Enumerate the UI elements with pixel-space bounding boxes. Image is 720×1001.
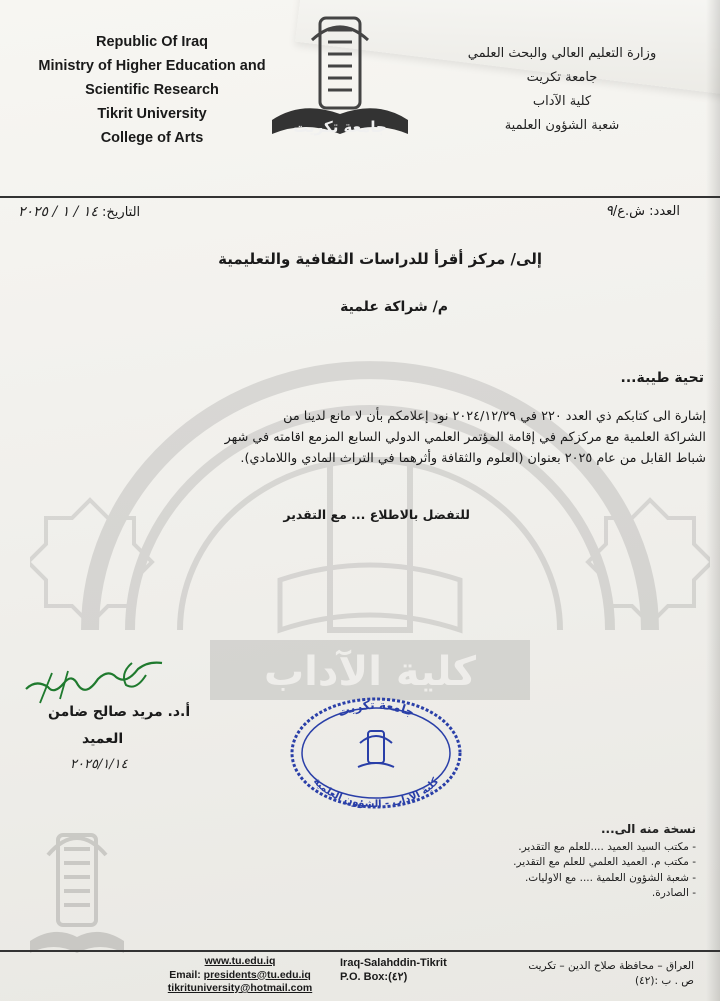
reference-number-value: ٩ xyxy=(605,203,613,219)
footer-divider xyxy=(0,950,720,952)
address-english: Iraq-Salahddin-Tikrit xyxy=(340,957,447,969)
footer-address-arabic xyxy=(528,959,694,989)
stamp-bottom-text: كلية الآداب - الشؤون العلمية xyxy=(310,776,442,811)
footer-contact xyxy=(140,955,340,996)
letter-body-line: إشارة الى كتابكم ذي العدد ٢٢٠ في ٢٠٢٤/١٢/٢٩ نود إعلامكم بأن لا مانع لدينا من xyxy=(283,409,706,424)
copies-item: - مكتب السيد العميد ....للعلم مع التقدير. xyxy=(518,840,696,853)
copies-item: - مكتب م. العميد العلمي للعلم مع التقدير. xyxy=(513,856,696,868)
header-english xyxy=(12,30,292,150)
header-arabic-line: جامعة تكريت xyxy=(526,70,598,85)
letter-body xyxy=(16,406,706,469)
logo-text: جامعة تكريت xyxy=(293,118,387,136)
header-english-line: College of Arts xyxy=(100,130,204,146)
letter-subject: م/ شراكة علمية xyxy=(340,299,448,315)
email-link-presidents[interactable]: presidents@tu.edu.iq xyxy=(203,968,311,981)
header-english-line: Tikrit University xyxy=(97,106,207,122)
pobox-english: P.O. Box:(٤٢) xyxy=(340,971,408,983)
stamp-top-text: جامعة تكريت xyxy=(335,697,417,720)
watermark-text: كلية الآداب xyxy=(263,649,477,695)
header-arabic-line: وزارة التعليم العالي والبحث العلمي xyxy=(467,46,657,61)
copies-title: نسخة منه الى... xyxy=(600,822,696,836)
signatory-title: العميد xyxy=(82,731,124,747)
pobox-arabic: ص . ب :(٤٢) xyxy=(635,975,694,987)
letter-recipient: إلى/ مركز أقرأ للدراسات الثقافية والتعليمية xyxy=(218,250,542,268)
footer-address-english xyxy=(340,956,447,984)
header-arabic-line: شعبة الشؤون العلمية xyxy=(504,118,620,133)
letter-closing: للتفضل بالاطلاع ... مع التقدير xyxy=(283,507,470,522)
header-arabic-line: كلية الآداب xyxy=(532,94,592,109)
letter-body-line: شباط القابل من عام ٢٠٢٥ بعنوان (العلوم والثقافة وأثرهما في التراث المادي واللامادي). xyxy=(240,451,706,466)
svg-text:كلية الآداب - الشؤون العلمية xyxy=(311,776,441,810)
email-link-university[interactable]: tikrituniversity@hotmail.com xyxy=(167,982,313,994)
email-label: Email: xyxy=(169,968,204,981)
reference-date-value: ١٤ / ١ / ٢٠٢٥ xyxy=(18,204,98,220)
copies-item: - الصادرة. xyxy=(651,887,696,899)
reference-date xyxy=(18,204,140,220)
reference-number-label: العدد: ش.ع/ xyxy=(612,204,680,219)
header-english-line: Scientific Research xyxy=(85,82,219,98)
header-english-line: Republic Of Iraq xyxy=(96,34,208,50)
website-link[interactable]: www.tu.edu.iq xyxy=(204,955,276,967)
letter-greeting: تحية طيبة... xyxy=(620,370,704,386)
address-arabic: العراق – محافظة صلاح الدين – تكريت xyxy=(528,960,694,972)
footer-watermark-logo-icon xyxy=(24,815,130,965)
header-divider xyxy=(0,196,720,198)
letter-body-line: الشراكة العلمية مع مركزكم في إقامة المؤتمر العلمي الدولي السابع المزمع اقامته في شهر xyxy=(224,430,706,445)
header-arabic xyxy=(462,42,662,138)
copies-item: - شعبة الشؤون العلمية .... مع الاوليات. xyxy=(524,871,696,884)
reference-number xyxy=(605,203,680,219)
reference-date-label: التاريخ: xyxy=(97,205,141,220)
university-logo-icon xyxy=(262,10,418,140)
official-stamp-icon xyxy=(288,695,464,811)
signature-date: ٢٠٢٥/١/١٤ xyxy=(70,757,128,772)
header-english-line: Ministry of Higher Education and xyxy=(38,58,266,74)
signatory-name: أ.د. مريد صالح ضامن xyxy=(48,704,191,720)
copies-list xyxy=(513,822,696,902)
